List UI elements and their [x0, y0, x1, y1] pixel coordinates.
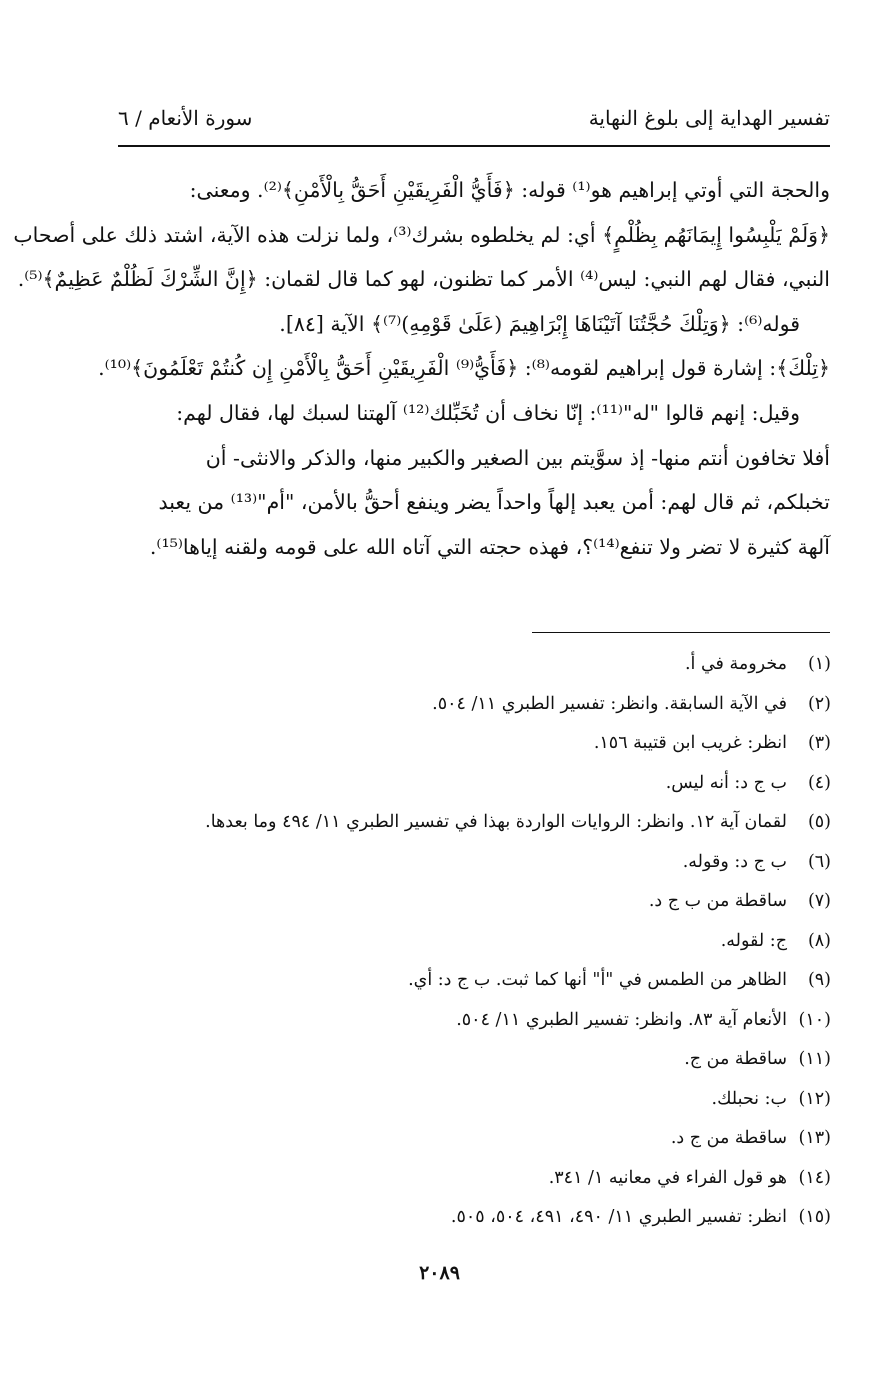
footnote-text: ساقطة من ج د. — [670, 1128, 787, 1148]
footnote-number: (٨) — [807, 930, 831, 951]
footnote-number: (٩) — [807, 970, 831, 990]
footnote-item — [131, 1159, 831, 1199]
footnote-item — [131, 1119, 831, 1159]
footnote-divider — [532, 632, 830, 633]
footnote-text: هو قول الفراء في معانيه ١/ ٣٤١. — [548, 1167, 787, 1188]
footnote-text: الظاهر من الطمس في "أ" أنها كما ثبت. ب ج د: أي. — [408, 970, 787, 990]
running-header — [118, 100, 830, 136]
body-line: آلهة كثيرة لا تضر ولا تنفع⁽¹⁴⁾؟، فهذه حجته التي آتاه الله على قومه ولقنه إياها⁽¹⁵⁾. — [149, 534, 830, 559]
footnote-item — [131, 685, 831, 725]
footnote-item — [131, 645, 831, 685]
body-line: قوله⁽⁶⁾: ﴿وَتِلْكَ حُجَّتُنَا آتَيْنَاهَا إِبْرَاهِيمَ (عَلَىٰ قَوْمِهِ)⁽⁷⁾﴾ الآية [٨٤]. — [279, 311, 800, 336]
body-line: تخبلكم، ثم قال لهم: أمن يعبد إلهاً واحداً يضر وينفع أحقُّ بالأمن، "أم"⁽¹³⁾ من يعبد — [158, 490, 830, 515]
footnote-number: (٧) — [807, 891, 831, 911]
footnote-text: ج: لقوله. — [720, 930, 787, 951]
footnote-text: انظر: تفسير الطبري ١١/ ٤٩٠، ٤٩١، ٥٠٤، ٥٠٥. — [450, 1207, 787, 1227]
footnote-text: في الآية السابقة. وانظر: تفسير الطبري ١١/ ٥٠٤. — [432, 693, 787, 714]
footnote-number: (٦) — [807, 851, 831, 872]
header-divider — [118, 145, 830, 147]
footnote-item — [131, 961, 831, 1001]
book-title: تفسير الهداية إلى بلوغ النهاية — [588, 106, 830, 130]
footnote-text: الأنعام آية ٨٣. وانظر: تفسير الطبري ١١/ ٥٠٤. — [456, 1009, 787, 1030]
footnotes-list — [131, 645, 831, 1238]
footnote-text: ب: نحبلك. — [711, 1088, 787, 1109]
body-line: ﴿تِلْكَ﴾: إشارة قول إبراهيم لقومه⁽⁸⁾: ﴿فَأَيُّ⁽⁹⁾ الْفَرِيقَيْنِ أَحَقُّ بِالْأَمْنِ إِن كُنتُمْ تَعْلَمُونَ﴾⁽¹⁰⁾. — [98, 356, 830, 381]
body-line: النبي، فقال لهم النبي: ليس⁽⁴⁾ الأمر كما تظنون، لهو كما قال لقمان: ﴿إِنَّ الشِّرْكَ لَظُلْمٌ عَظِيمٌ﴾⁽⁵⁾. — [17, 267, 830, 292]
footnote-item — [131, 1080, 831, 1120]
page-number: ٢٠٨٩ — [419, 1262, 460, 1284]
footnote-number: (١٣) — [798, 1128, 831, 1148]
footnote-text: ساقطة من ب ج د. — [648, 891, 787, 911]
body-line: ﴿وَلَمْ يَلْبِسُوا إِيمَانَهُم بِظُلْمٍ﴾ أي: لم يخلطوه بشرك⁽³⁾، ولما نزلت هذه الآية، اشتد ذلك على أصحاب — [13, 222, 830, 247]
footnote-number: (١١) — [798, 1049, 831, 1069]
footnote-item — [131, 843, 831, 883]
footnote-item — [131, 1198, 831, 1238]
footnote-text: مخرومة في أ. — [684, 654, 787, 674]
footnote-item — [131, 882, 831, 922]
footnote-item — [131, 803, 831, 843]
body-line: أفلا تخافون أنتم منها- إذ سوَّيتم بين الصغير والكبير منها، والذكر والانثى- أن — [205, 445, 830, 470]
footnote-number: (١) — [807, 654, 831, 674]
main-text — [13, 168, 830, 569]
footnote-text: ب ج د: أنه ليس. — [665, 772, 787, 793]
footnote-text: ب ج د: وقوله. — [682, 851, 787, 872]
surah-label: سورة الأنعام / ٦ — [118, 106, 253, 130]
footnote-item — [131, 724, 831, 764]
footnote-text: انظر: غريب ابن قتيبة ١٥٦. — [593, 733, 787, 753]
footnote-text: لقمان آية ١٢. وانظر: الروايات الواردة بهذا في تفسير الطبري ١١/ ٤٩٤ وما بعدها. — [205, 812, 787, 832]
footnote-item — [131, 922, 831, 962]
body-line: والحجة التي أوتي إبراهيم هو⁽¹⁾ قوله: ﴿فَأَيُّ الْفَرِيقَيْنِ أَحَقُّ بِالْأَمْنِ﴾⁽²⁾. ومعنى: — [189, 178, 830, 202]
footnote-number: (١٢) — [798, 1088, 831, 1109]
footnote-text: ساقطة من ج. — [684, 1049, 787, 1069]
footnote-number: (١٤) — [798, 1167, 831, 1188]
footnote-number: (١٠) — [798, 1009, 831, 1030]
body-line: وقيل: إنهم قالوا "له"⁽¹¹⁾: إنّا نخاف أن تُخَبِّلك⁽¹²⁾ آلهتنا لسبك لها، فقال لهم: — [176, 400, 800, 425]
footnote-number: (٥) — [807, 812, 831, 832]
footnote-item — [131, 1040, 831, 1080]
footnote-number: (١٥) — [798, 1207, 831, 1227]
footnote-number: (٤) — [807, 772, 831, 793]
footnote-item — [131, 764, 831, 804]
footnote-item — [131, 1001, 831, 1041]
footnote-number: (٣) — [807, 733, 831, 753]
footnote-number: (٢) — [807, 693, 831, 714]
